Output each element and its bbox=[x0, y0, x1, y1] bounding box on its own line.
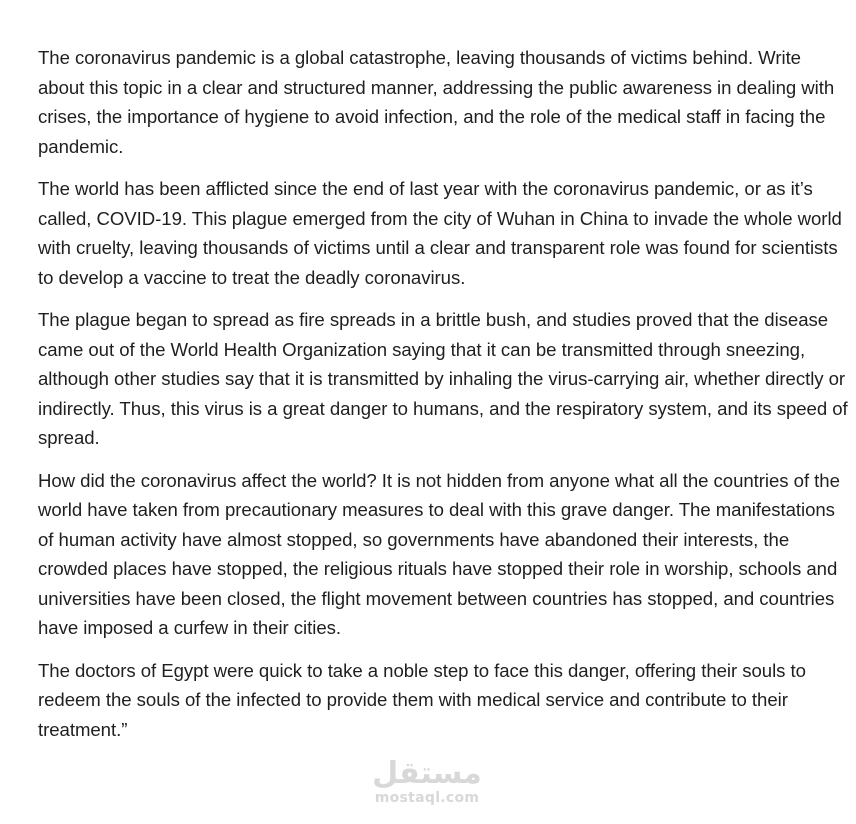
paragraph-prompt: The coronavirus pandemic is a global catastrophe, leaving thousands of victims behind. Write about this topic in a clear and structured manner, addressing the public awareness in dealing with crises, the importance of hygiene to avoid infection, and the role of the medical staff in facing the pandemic. bbox=[38, 47, 835, 157]
watermark-arabic-logo: مستقل bbox=[372, 756, 482, 791]
watermark-url: mostaql.com bbox=[374, 790, 480, 806]
article-body bbox=[38, 43, 852, 757]
paragraph-impact: How did the coronavirus affect the world? It is not hidden from anyone what all the countries of the world have taken from precautionary measures to deal with this grave danger. The manifestations of human activity have almost stopped, so governments have abandoned their interests, the crowded places have stopped, the religious rituals have stopped their role in worship, schools and universities have been closed, the flight movement between countries has stopped, and countries have imposed a curfew in their cities. bbox=[38, 469, 840, 638]
paragraph-spread: The plague began to spread as fire spreads in a brittle bush, and studies proved that the disease came out of the World Health Organization saying that it can be transmitted through sneezing, although other studies say that it is transmitted by inhaling the virus-carrying air, whether directly or indirectly. Thus, this virus is a great danger to humans, and the respiratory system, and its speed of spread. bbox=[38, 309, 848, 448]
mostaql-watermark bbox=[360, 757, 494, 805]
paragraph-doctors: The doctors of Egypt were quick to take a noble step to face this danger, offering their souls to redeem the souls of the infected to provide them with medical service and contribute to their treatment.” bbox=[38, 659, 806, 740]
paragraph-intro: The world has been afflicted since the end of last year with the coronavirus pandemic, or as it’s called, COVID-19. This plague emerged from the city of Wuhan in China to invade the whole world with cruelty, leaving thousands of victims until a clear and transparent role was found for scientists to develop a vaccine to treat the deadly coronavirus. bbox=[38, 178, 842, 288]
